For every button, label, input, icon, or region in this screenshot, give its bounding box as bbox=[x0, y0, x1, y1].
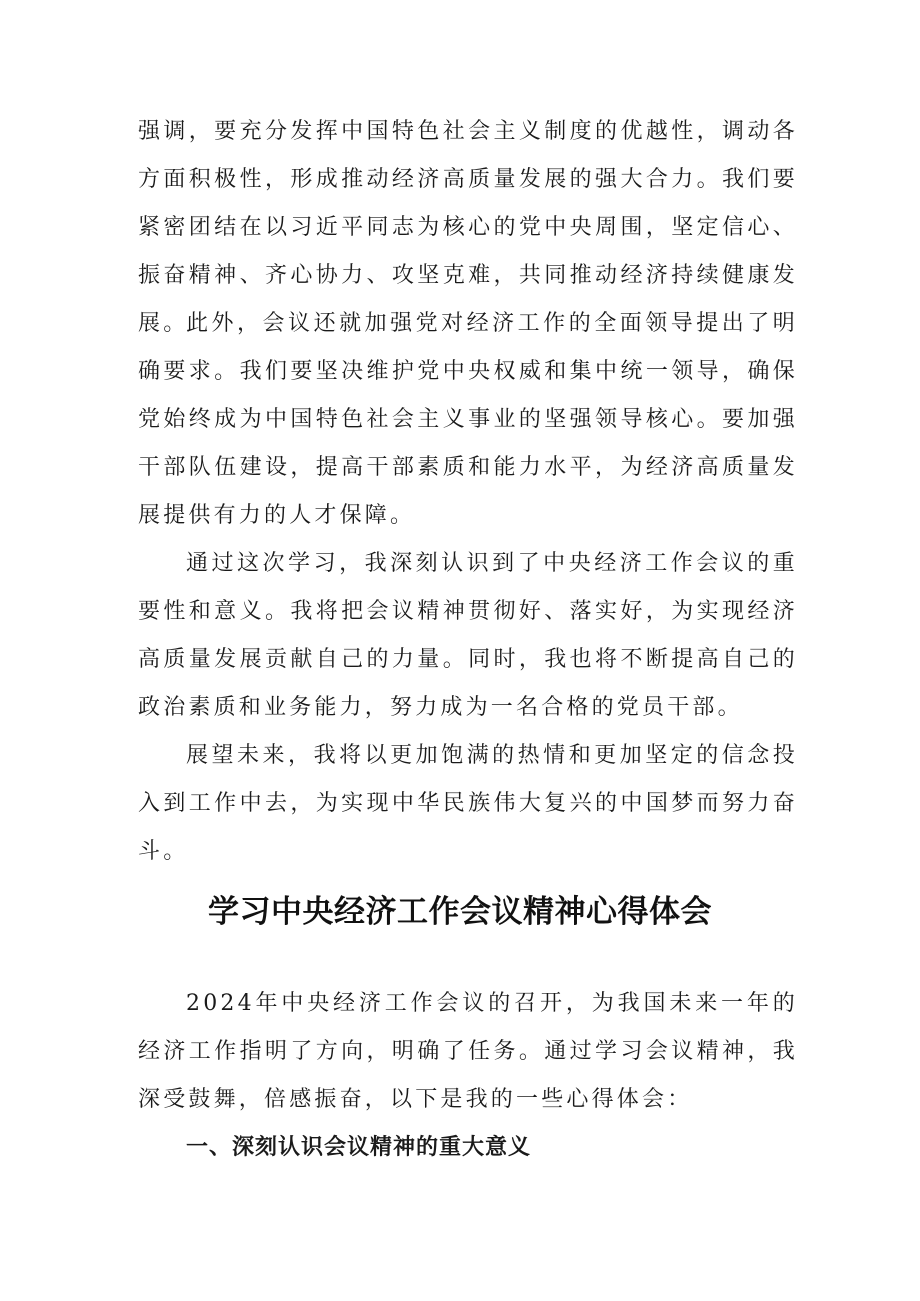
article-title: 学习中央经济工作会议精神心得体会 bbox=[208, 894, 712, 930]
paragraph-study-reflection: 通过这次学习，我深刻认识到了中央经济工作会议的重要性和意义。我将把会议精神贯彻好、落实好，为实现经济高质量发展贡献自己的力量。同时，我也将不断提高自己的政治素质和业务能力，努力成为一名合格的党员干部。 bbox=[138, 551, 798, 720]
paragraph-intro: 2024年中央经济工作会议的召开，为我国未来一年的经济工作指明了方向，明确了任务。通过学习会议精神，我深受鼓舞，倍感振奋，以下是我的一些心得体会： bbox=[138, 991, 798, 1112]
section-heading: 一、深刻认识会议精神的重大意义 bbox=[186, 1135, 532, 1160]
paragraph-outlook: 展望未来，我将以更加饱满的热情和更加坚定的信念投入到工作中去，为实现中华民族伟大复兴的中国梦而努力奋斗。 bbox=[138, 743, 798, 864]
paragraph-continued: 强调，要充分发挥中国特色社会主义制度的优越性，调动各方面积极性，形成推动经济高质量发展的强大合力。我们要紧密团结在以习近平同志为核心的党中央周围，坚定信心、振奋精神、齐心协力、攻坚克难，共同推动经济持续健康发展。 bbox=[138, 119, 798, 336]
paragraph-party-leadership: 此外，会议还就加强党对经济工作的全面领导提出了明确要求。我们要坚决维护党中央权威和集中统一领导，确保党始终成为中国特色社会主义事业的坚强领导核心。要加强干部队伍建设，提高干部素质和能力水平，为经济高质量发展提供有力的人才保障。 bbox=[138, 311, 798, 528]
